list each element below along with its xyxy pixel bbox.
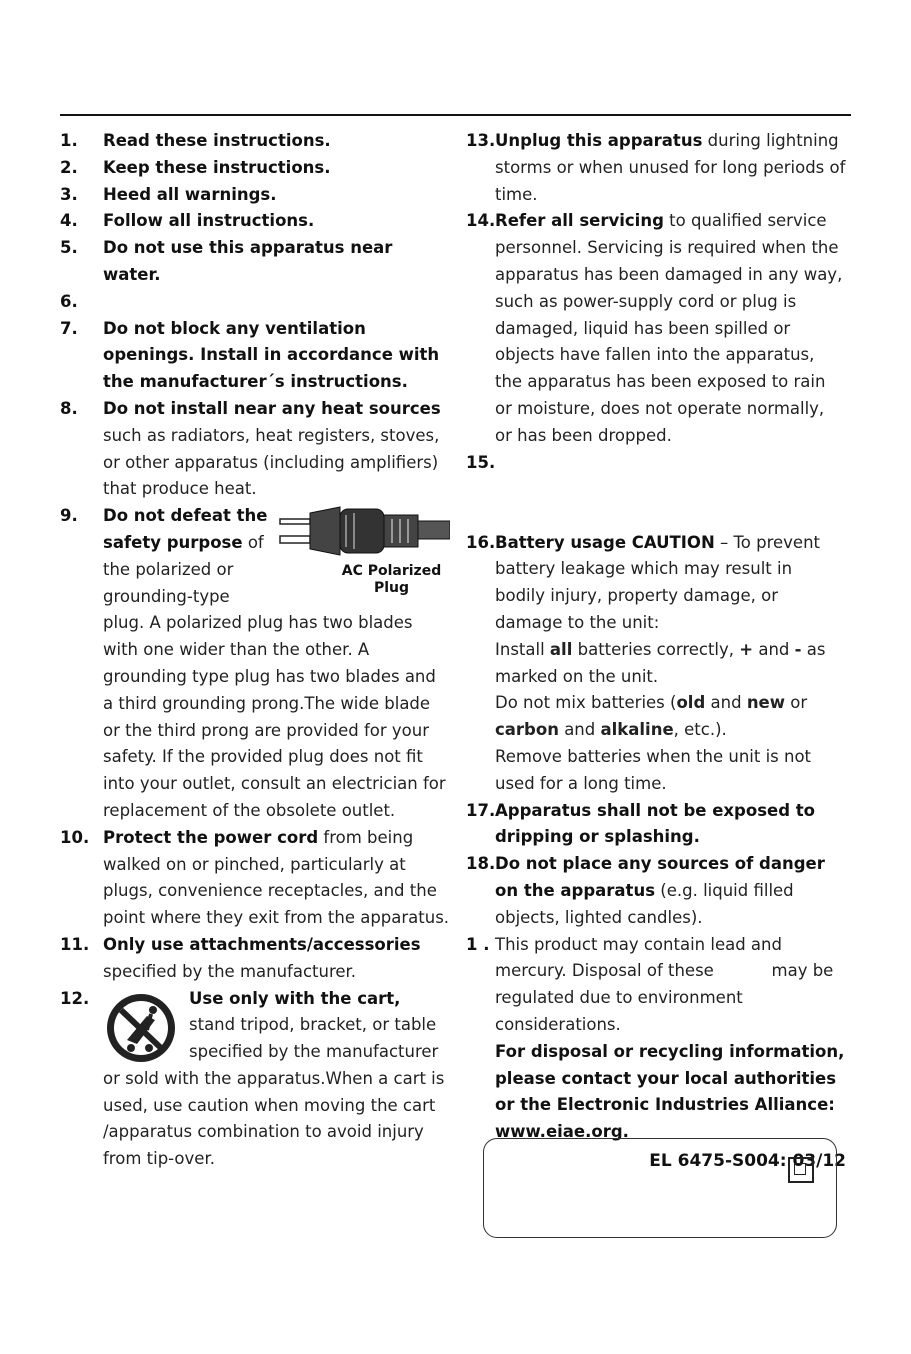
list-item-7: 7. Do not block any ventilation openings. Install in accordance with the manufacturer´s instructions.	[60, 318, 440, 392]
list-item-8: 8. Do not install near any heat sources such as radiators, heat registers, stoves, or other apparatus (including amplifiers) that produce heat.	[60, 398, 441, 499]
list-item-2: 2. Keep these instructions.	[60, 157, 331, 177]
list-item-11: 11. Only use attachments/accessories specified by the manufacturer.	[60, 934, 421, 981]
list-item-4: 4. Follow all instructions.	[60, 211, 315, 231]
plug-icon	[274, 503, 450, 563]
right-column	[466, 128, 846, 1175]
battery-line-3: Remove batteries when the unit is not used for a long time.	[495, 746, 812, 793]
list-item-18: 18. Do not place any sources of danger on the apparatus (e.g. liquid filled objects, lighted candles).	[466, 854, 825, 927]
list-item-3: 3. Heed all warnings.	[60, 184, 277, 204]
list-item-5: 5. Do not use this apparatus near water.	[60, 238, 393, 284]
list-item-19: 1 . This product may contain lead and mercury. Disposal of these may be regulated due to environment considerations. For disposal or recycling information, please contact your local authorities or the Electronic Industries Alliance: www.eiae.org.	[466, 934, 845, 1142]
list-item-17: 17. Apparatus shall not be exposed to dripping or splashing.	[466, 800, 815, 847]
ac-plug-illustration	[274, 503, 450, 597]
list-item-6: 6.	[60, 291, 78, 311]
label-box	[483, 1138, 837, 1238]
list-item-1: 1. Read these instructions.	[60, 131, 331, 150]
list-item-12: 12. Use only with the cart, stand tripod, bracket, or table specified by the manufacturer or sold with the apparatus.When a cart is used, use caution when moving the cart /apparatus combination to avoid injury from tip-over.	[60, 988, 445, 1169]
list-item-13: 13. Unplug this apparatus during lightning storms or when unused for long periods of time.	[466, 131, 846, 204]
list-item-15: 15.	[466, 452, 496, 472]
top-rule	[60, 114, 851, 116]
left-column	[60, 128, 450, 1173]
battery-line-2: Do not mix batteries (old and new or carbon and alkaline, etc.).	[495, 693, 808, 740]
list-item-10: 10. Protect the power cord from being walked on or pinched, particularly at plugs, convenience receptacles, and the point where they exit from the apparatus.	[60, 827, 450, 928]
list-item-14: 14. Refer all servicing to qualified service personnel. Servicing is required when the apparatus has been damaged in any way, such as power-supply cord or plug is damaged, liquid has been spilled or objects have fallen into the apparatus, the apparatus has been exposed to rain or moisture, does not operate normally, or has been dropped.	[466, 211, 843, 445]
list-item-9: 9. AC Polarized Plug Do not defeat the safety purpose of the polarized or grounding-type plug. A polarized plug has two blades with one wider than the other. A grounding type plug has two blades and a third grounding prong.The wide blade or the third prong are provided for your safety. If the provided plug does not fit into your outlet, consult an electrician for replacement of the obsolete outlet.	[60, 503, 450, 825]
battery-line-1: Install all batteries correctly, + and - as marked on the unit.	[495, 639, 826, 686]
double-insulation-icon	[788, 1157, 814, 1183]
plug-caption: AC Polarized Plug	[341, 563, 442, 597]
cart-warning-icon	[103, 990, 179, 1066]
list-item-16: 16. Battery usage CAUTION – To prevent battery leakage which may result in bodily injury, property damage, or damage to the unit: Install all batteries correctly, + and - as marked on the unit. Do not mix batteries (old and new or carbon and alkaline, etc.). Remove batteries when the unit is not used for a long time.	[466, 530, 846, 798]
document-code: EL 6475-S004: 03/12	[649, 1150, 846, 1171]
